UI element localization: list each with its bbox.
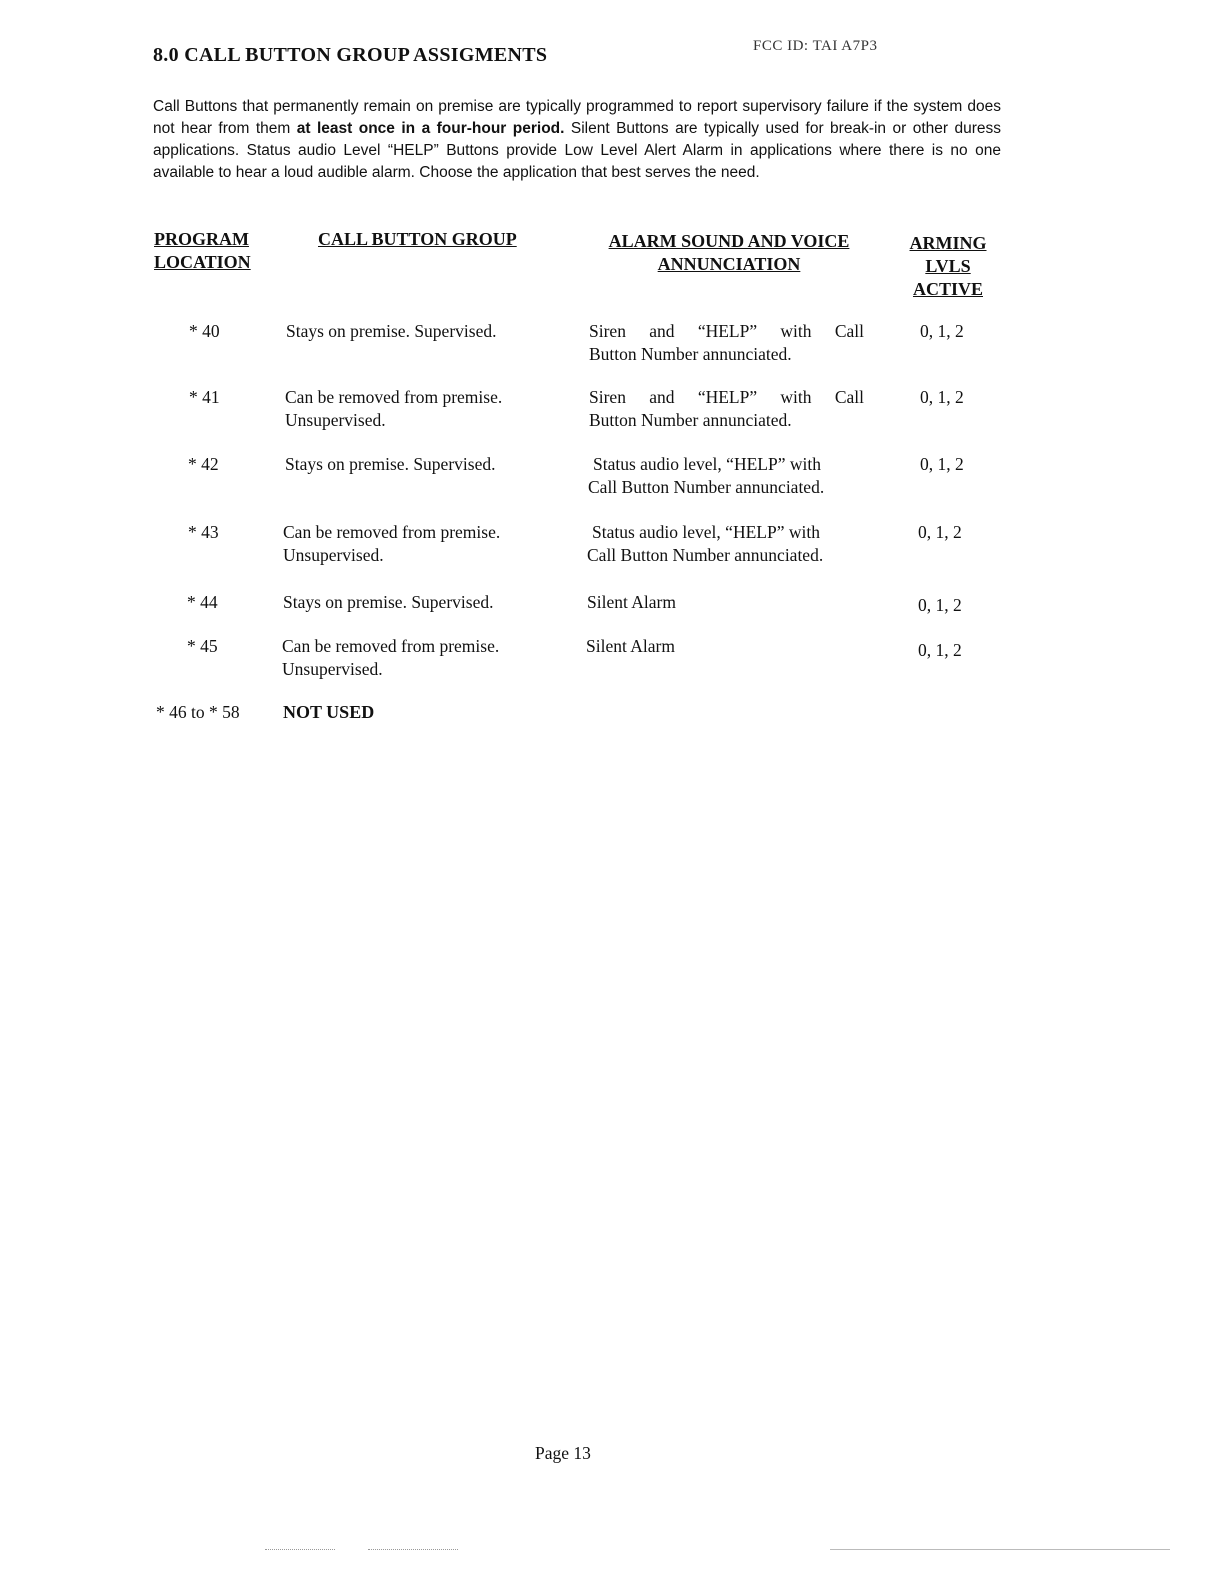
scan-artifact <box>368 1549 458 1551</box>
row-alarm-line: Siren and “HELP” with Call <box>589 321 864 341</box>
row-group-line: Can be removed from premise. <box>282 636 500 656</box>
row-location: * 41 <box>189 387 220 407</box>
row-group-line: Stays on premise. Supervised. <box>285 454 496 474</box>
row-group-line: Unsupervised. <box>282 659 383 679</box>
not-used-label: NOT USED <box>283 702 375 722</box>
row-alarm <box>589 320 864 366</box>
row-location: * 44 <box>187 592 218 612</box>
row-group <box>283 591 553 614</box>
row-location: * 45 <box>187 636 218 656</box>
header-alarm-annunciation <box>584 230 874 276</box>
row-alarm <box>588 453 863 499</box>
intro-text-1: Call Buttons that permanently remain on premise are typically programmed to report supervisory failure if the system does not hear from them <box>153 98 1001 137</box>
header-program: PROGRAM <box>154 229 249 249</box>
row-alarm-line: Call Button Number annunciated. <box>588 477 825 497</box>
row-arming: 0, 1, 2 <box>918 595 962 615</box>
intro-paragraph <box>153 96 1001 184</box>
row-group <box>285 386 555 432</box>
scan-artifact <box>265 1549 335 1551</box>
row-alarm <box>587 591 862 614</box>
row-alarm <box>587 521 862 567</box>
row-location: * 42 <box>188 454 219 474</box>
row-alarm-line: Button Number annunciated. <box>589 410 792 430</box>
row-location: * 40 <box>189 321 220 341</box>
row-alarm <box>586 635 861 658</box>
row-alarm-line: Status audio level, “HELP” with <box>592 522 820 542</box>
row-group-line: Unsupervised. <box>285 410 386 430</box>
header-alarm-sound: ALARM SOUND AND VOICE <box>608 231 850 251</box>
row-arming: 0, 1, 2 <box>918 522 962 542</box>
header-location: LOCATION <box>154 252 251 272</box>
row-group-line: Unsupervised. <box>283 545 384 565</box>
row-group <box>283 521 553 567</box>
row-group <box>285 453 555 476</box>
row-alarm-line: Silent Alarm <box>586 636 675 656</box>
row-alarm-line: Button Number annunciated. <box>589 344 792 364</box>
row-alarm-line: Siren and “HELP” with Call <box>589 387 864 407</box>
header-program-location <box>154 228 274 274</box>
intro-bold-text: at least once in a four-hour period. <box>296 120 565 137</box>
row-location: * 43 <box>188 522 219 542</box>
intro-text-2: Silent Buttons are typically used for break-in or other duress applications. Status audio Level “HELP” Buttons provide Low Level Alert Alarm in applications where there is no one available to hear a loud audible alarm. Choose the application that best serves the need. <box>153 120 1001 181</box>
header-arming: ARMING <box>909 233 987 253</box>
page-number: Page 13 <box>535 1443 591 1463</box>
row-alarm-line: Call Button Number annunciated. <box>587 545 824 565</box>
header-arming-levels <box>895 232 1001 301</box>
row-group <box>286 320 556 343</box>
header-active: ACTIVE <box>912 279 983 299</box>
header-annunciation: ANNUNCIATION <box>657 254 801 274</box>
row-group-line: Stays on premise. Supervised. <box>283 592 494 612</box>
row-arming: 0, 1, 2 <box>920 454 964 474</box>
row-arming: 0, 1, 2 <box>918 640 962 660</box>
section-title: 8.0 CALL BUTTON GROUP ASSIGMENTS <box>153 44 548 66</box>
row-alarm-line: Status audio level, “HELP” with <box>593 454 821 474</box>
row-group <box>282 635 552 681</box>
row-arming: 0, 1, 2 <box>920 321 964 341</box>
row-arming: 0, 1, 2 <box>920 387 964 407</box>
unused-locations: * 46 to * 58 <box>156 702 240 722</box>
row-group-line: Can be removed from premise. <box>285 387 503 407</box>
fcc-id: FCC ID: TAI A7P3 <box>753 38 878 54</box>
row-alarm-line: Silent Alarm <box>587 592 676 612</box>
row-group-line: Stays on premise. Supervised. <box>286 321 497 341</box>
row-group-line: Can be removed from premise. <box>283 522 501 542</box>
header-lvls: LVLS <box>925 256 971 276</box>
header-call-button-group: CALL BUTTON GROUP <box>318 229 517 249</box>
scan-artifact <box>830 1549 1170 1551</box>
row-alarm <box>589 386 864 432</box>
